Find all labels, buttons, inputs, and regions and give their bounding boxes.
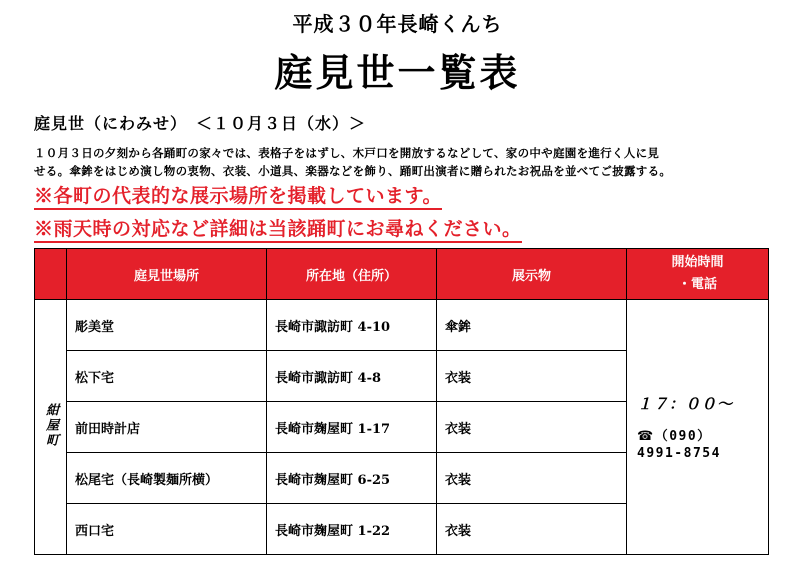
place-cell: 松下宅 [67, 351, 267, 402]
description [34, 144, 774, 180]
exhibit-cell: 衣装 [437, 504, 627, 555]
address-cell: 長崎市麹屋町 6-25 [267, 453, 437, 504]
exhibit-cell: 傘鉾 [437, 300, 627, 351]
header-address: 所在地（住所） [267, 249, 437, 300]
event-date-line: 庭見世（にわみせ） ＜１０月３日（水）＞ [34, 114, 367, 133]
address-cell: 長崎市麹屋町 1-22 [267, 504, 437, 555]
place-cell: 松尾宅（長崎製麺所横） [67, 453, 267, 504]
table-header-row [35, 249, 769, 300]
place-cell: 西口宅 [67, 504, 267, 555]
place-cell: 彫美堂 [67, 300, 267, 351]
town-name: 紺屋町 [43, 402, 58, 448]
exhibit-cell: 衣装 [437, 453, 627, 504]
phone-area-code: （090） [654, 428, 712, 444]
description-line-2: せる。傘鉾をはじめ演し物の衷物、衣装、小道具、楽器などを飾り、踊町出演者に贈られたお祝品を並べてご披露する。 [34, 164, 672, 178]
start-time: １７：００～ [637, 394, 734, 413]
header-place: 庭見世場所 [67, 249, 267, 300]
phone-local-number: 4991-8754 [637, 445, 721, 461]
table-row [35, 300, 769, 351]
exhibit-cell: 衣装 [437, 351, 627, 402]
exhibit-table [34, 248, 769, 555]
address-cell: 長崎市諏訪町 4-8 [267, 351, 437, 402]
phone-icon: ☎ [637, 428, 655, 444]
address-cell: 長崎市諏訪町 4-10 [267, 300, 437, 351]
exhibit-cell: 衣装 [437, 402, 627, 453]
place-cell: 前田時計店 [67, 402, 267, 453]
header-exhibit: 展示物 [437, 249, 627, 300]
document-subtitle: 平成３０年長崎くんち [292, 12, 503, 36]
header-time-label: 開始時間 [671, 255, 724, 270]
header-time-phone [627, 249, 769, 300]
address-cell: 長崎市麹屋町 1-17 [267, 402, 437, 453]
header-town-cell [35, 249, 67, 300]
time-phone-cell [627, 300, 769, 555]
notice-rain: ※雨天時の対応など詳細は当該踊町にお尋ねください。 [34, 217, 522, 243]
header-phone-label: ・電話 [677, 277, 717, 292]
town-cell [35, 300, 67, 555]
document-title: 庭見世一覧表 [274, 50, 521, 95]
phone-number [637, 428, 768, 462]
notice-exhibits: ※各町の代表的な展示場所を掲載しています。 [34, 184, 442, 210]
description-line-1: １０月３日の夕刻から各踊町の家々では、表格子をはずし、木戸口を開放するなどして、家の中や庭園を進行く人に見 [34, 146, 660, 160]
